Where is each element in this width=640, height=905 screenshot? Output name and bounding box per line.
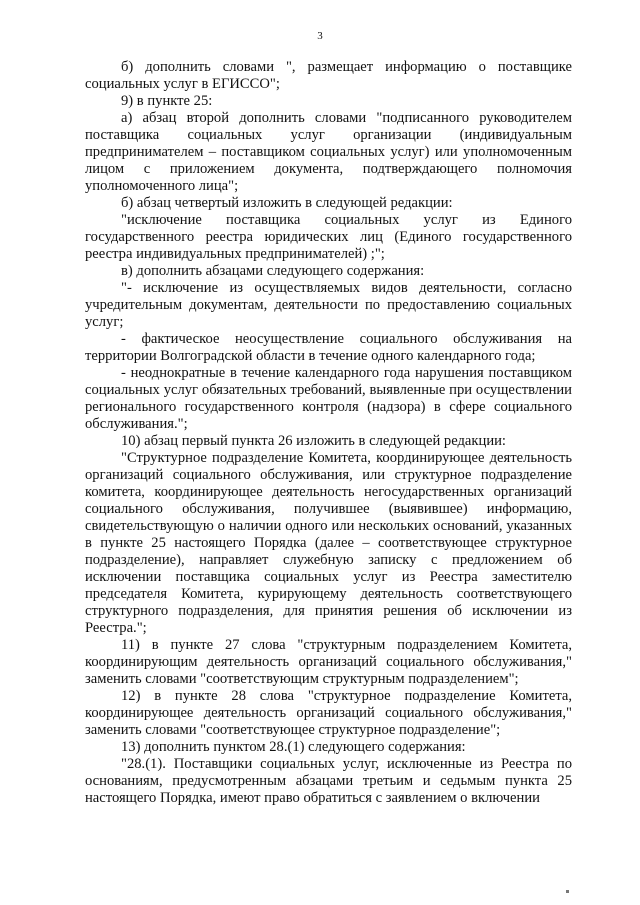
paragraph-4: б) абзац четвертый изложить в следующей редакции: bbox=[121, 195, 453, 211]
paragraph-11: "Структурное подразделение Комитета, координирующее деятельность организаций социального обслуживания, или структурное подразделение комитета, координирующее деятельность негосударственных организаций социального обслуживания, получившее (выявившее) информацию, свидетельствующую о наличии одного или нескольких оснований, указанных в пункте 25 настоящего Порядка (далее – соответствующее структурное подразделение), направляет служебную записку с предложением об исключении поставщика социальных услуг из Реестра заместителю председателя Комитета, курирующему деятельность соответствующего структурного подразделения, для принятия решения об исключении из Реестра."; bbox=[85, 450, 572, 636]
paragraph-7: "- исключение из осуществляемых видов деятельности, согласно учредительным документам, деятельности по предоставлению социальных услуг; bbox=[85, 280, 572, 330]
paragraph-14: 13) дополнить пунктом 28.(1) следующего содержания: bbox=[121, 739, 466, 755]
paragraph-3: а) абзац второй дополнить словами "подписанного руководителем поставщика социальных услуг организации (индивидуальным предпринимателем – поставщиком социальных услуг) или уполномоченным лицом с приложением документа, подтверждающего полномочия уполномоченного лица"; bbox=[85, 110, 572, 194]
paragraph-2: 9) в пункте 25: bbox=[121, 93, 213, 109]
paragraph-9: - неоднократные в течение календарного года нарушения поставщиком социальных услуг обязательных требований, выявленные при осуществлении регионального государственного контроля (надзора) в сфере социального обслуживания."; bbox=[85, 365, 572, 432]
paragraph-13: 12) в пункте 28 слова "структурное подразделение Комитета, координирующее деятельность организаций социального обслуживания," заменить словами "соответствующее структурное подразделение"; bbox=[85, 688, 572, 738]
paragraph-12: 11) в пункте 27 слова "структурным подразделением Комитета, координирующим деятельность организаций социального обслуживания," заменить словами "соответствующим структурным подразделением"; bbox=[85, 637, 572, 687]
paragraph-1: б) дополнить словами ", размещает информацию о поставщике социальных услуг в ЕГИССО"; bbox=[85, 59, 572, 92]
paragraph-10: 10) абзац первый пункта 26 изложить в следующей редакции: bbox=[121, 433, 506, 449]
document-body bbox=[85, 59, 572, 807]
paragraph-15: "28.(1). Поставщики социальных услуг, исключенные из Реестра по основаниям, предусмотренным абзацами третьим и седьмым пункта 25 настоящего Порядка, имеют право обратиться с заявлением о включении bbox=[85, 756, 572, 806]
scan-mark bbox=[566, 890, 569, 893]
page-number: 3 bbox=[317, 30, 323, 42]
paragraph-5: "исключение поставщика социальных услуг из Единого государственного реестра юридических лиц (Единого государственного реестра индивидуальных предпринимателей) ;"; bbox=[85, 212, 572, 262]
paragraph-8: - фактическое неосуществление социального обслуживания на территории Волгоградской области в течение одного календарного года; bbox=[85, 331, 572, 364]
paragraph-6: в) дополнить абзацами следующего содержания: bbox=[121, 263, 425, 279]
